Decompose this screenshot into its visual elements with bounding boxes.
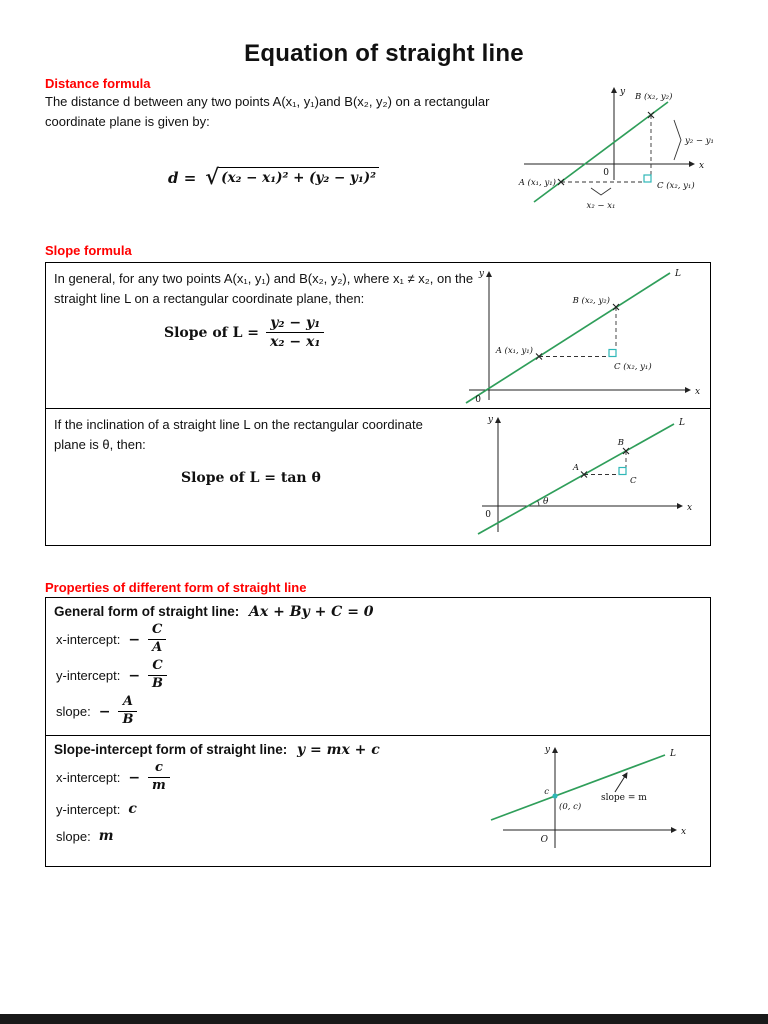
line-label: L (670, 749, 676, 759)
theta-label: θ (543, 497, 549, 507)
point-c-label: C (630, 476, 637, 486)
x-intercept-fraction (148, 761, 170, 794)
properties-heading: Properties of different form of straight line (45, 580, 307, 595)
right-angle-marker (609, 350, 616, 357)
slope-intercept-diagram (473, 742, 698, 864)
line-l (466, 273, 670, 403)
y-intercept-point (552, 793, 557, 798)
y-axis-label: y (544, 745, 550, 755)
dx-brace (591, 188, 611, 195)
slope-note-label: slope = m (601, 793, 647, 803)
fraction-numerator: C (148, 659, 167, 676)
dy-brace (674, 120, 681, 160)
general-x-intercept-row (56, 623, 710, 656)
right-angle-marker (644, 175, 651, 182)
general-form-equation: Ax + By + C = 0 (249, 604, 374, 620)
x-axis-label: x (687, 503, 693, 513)
point-c-label: C (x₂, y₁) (657, 181, 695, 191)
radical-sign: √ (205, 164, 220, 189)
slope-value: m (98, 828, 114, 844)
inclination-text: If the inclination of a straight line L on the rectangular coordinate plane is θ, then: (54, 417, 423, 452)
fraction-denominator: x₂ − x₁ (270, 334, 321, 351)
point-a-label: A (572, 463, 579, 473)
origin-label: 0 (475, 395, 481, 405)
slope-diagram (464, 264, 704, 406)
minus-sign: − (128, 769, 141, 786)
distance-heading: Distance formula (45, 76, 151, 91)
page-bottom-bar (0, 1014, 768, 1024)
minus-sign: − (98, 703, 111, 720)
distance-formula-lhs: d = (168, 169, 197, 187)
origin-label: O (540, 835, 548, 845)
tan-formula-text: Slope of L = tan θ (181, 470, 321, 486)
y-axis-label: y (478, 269, 484, 279)
intercept-point-label: c (544, 787, 549, 797)
point-b-label: B (617, 438, 624, 448)
dy-label: y₂ − y₁ (685, 136, 714, 146)
fraction-denominator: A (152, 640, 163, 655)
fraction-numerator: A (118, 695, 137, 712)
slope-definition-text: In general, for any two points A(x₁, y₁) and B(x₂, y₂), where x₁ ≠ x₂, on the straight line L on a rectangular coordinate plane, then: (54, 271, 474, 306)
theta-arc (538, 501, 539, 506)
x-intercept-fraction (148, 623, 166, 656)
slope-heading: Slope formula (45, 243, 132, 258)
distance-body-text: The distance d between any two points A(x₁, y₁)and B(x₂, y₂) on a rectangular coordinate plane is given by: (45, 94, 490, 129)
general-y-intercept-row (56, 659, 710, 692)
line-label: L (675, 269, 681, 279)
distance-diagram (496, 80, 754, 230)
slope-label: slope: (56, 828, 91, 844)
slope-formula-box (45, 262, 711, 546)
fraction-numerator: y₂ − y₁ (266, 315, 324, 333)
intercept-coords-label: (0, c) (559, 802, 582, 812)
inclination-row (46, 409, 710, 545)
properties-box (45, 597, 711, 867)
general-slope-row (56, 695, 710, 728)
general-form-label: General form of straight line: (54, 604, 240, 619)
point-c-label: C (x₂, y₁) (614, 362, 652, 372)
dx-label: x₂ − x₁ (586, 201, 616, 211)
distance-formula-equation (168, 166, 379, 187)
y-axis-label: y (620, 87, 626, 97)
x-intercept-label: x-intercept: (56, 632, 121, 647)
x-intercept-label: x-intercept: (56, 770, 121, 785)
point-a-label: A (x₁, y₁) (518, 178, 556, 188)
slope-fraction (266, 315, 324, 350)
x-axis-label: x (695, 387, 701, 397)
minus-sign: − (128, 631, 141, 648)
line-label: L (679, 418, 685, 428)
fraction-numerator: c (148, 761, 170, 778)
fraction-numerator: C (148, 623, 166, 640)
slope-pointer-arrow (615, 773, 627, 792)
point-b-label: B (x₂, y₂) (635, 92, 673, 102)
slope-fraction (118, 695, 137, 728)
y-intercept-label: y-intercept: (56, 801, 121, 817)
general-form-row (46, 598, 710, 736)
general-form-title (46, 598, 710, 620)
page-title: Equation of straight line (244, 40, 524, 67)
slope-intercept-label: Slope-intercept form of straight line: (54, 742, 288, 757)
x-axis-label: x (681, 827, 687, 837)
radicand: (x₂ − x₁)² + (y₂ − y₁)² (219, 167, 379, 186)
slope-intercept-equation: y = mx + c (297, 742, 380, 758)
origin-label: 0 (485, 510, 491, 520)
slope-intercept-form-row (46, 736, 710, 866)
fraction-denominator: B (152, 676, 164, 691)
right-angle-marker (619, 468, 626, 475)
y-axis-label: y (487, 415, 493, 425)
y-intercept-label: y-intercept: (56, 668, 121, 683)
origin-label: 0 (603, 168, 609, 178)
minus-sign: − (128, 667, 141, 684)
slope-formula-lhs: Slope of L = (164, 324, 260, 341)
y-intercept-fraction (148, 659, 167, 692)
x-axis-label: x (699, 161, 705, 171)
y-intercept-value: c (128, 801, 137, 817)
point-b-label: B (x₂, y₂) (572, 296, 610, 306)
slope-label: slope: (56, 704, 91, 719)
line-l (478, 424, 674, 534)
fraction-denominator: B (122, 712, 134, 727)
fraction-denominator: m (152, 778, 166, 793)
slope-definition-row (46, 263, 710, 409)
point-a-label: A (x₁, y₁) (495, 346, 533, 356)
inclination-diagram (476, 412, 696, 540)
